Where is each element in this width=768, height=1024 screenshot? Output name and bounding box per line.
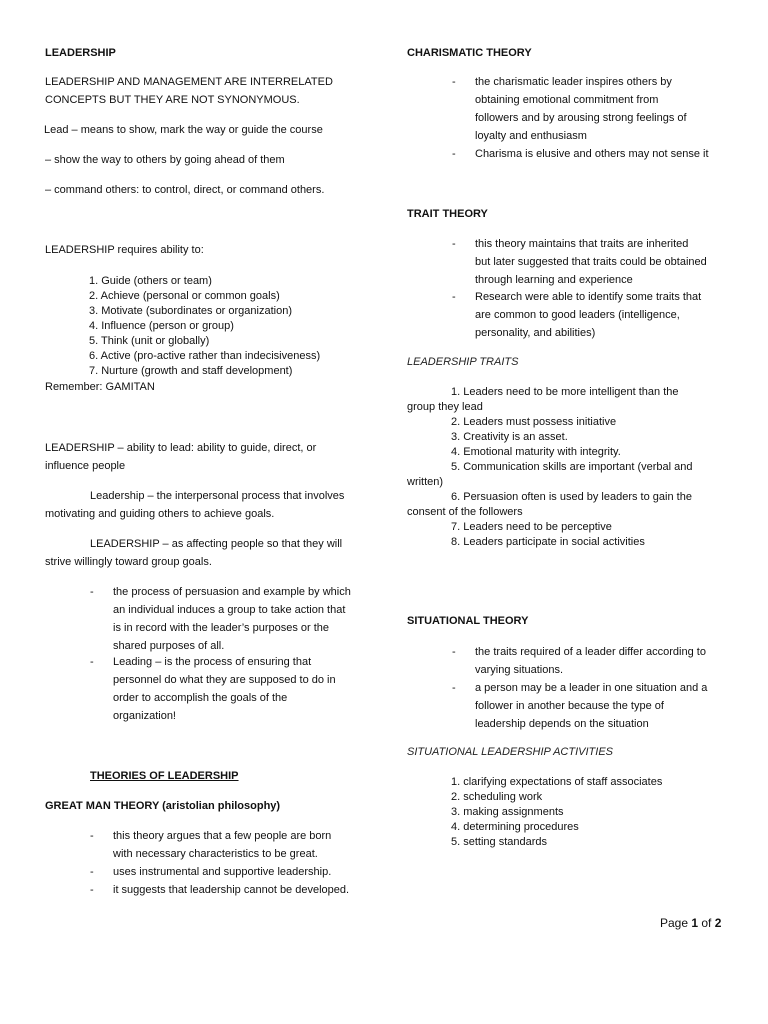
bullet-dash: -: [452, 291, 456, 303]
bullet-line: Research were able to identify some traits that: [475, 291, 702, 303]
remember-note: Remember: GAMITAN: [45, 381, 155, 393]
situational-heading: SITUATIONAL THEORY: [407, 615, 529, 627]
great-man-subtitle: (aristolian philosophy): [159, 800, 281, 812]
definition-1-line-2: influence people: [45, 460, 126, 472]
bullet-line: with necessary characteristics to be great.: [113, 848, 318, 860]
list-item: 2. Achieve (personal or common goals): [89, 290, 280, 302]
list-item: [407, 430, 693, 445]
requires-ability: LEADERSHIP requires ability to:: [45, 244, 204, 256]
bullet-line: is in record with the leader’s purposes or the: [113, 622, 330, 634]
bullet-line: the traits required of a leader differ according to: [475, 646, 706, 658]
bullet-dash: -: [90, 586, 94, 598]
bullet-line: an individual induces a group to take action that: [113, 604, 346, 616]
bullet-line: Charisma is elusive and others may not sense it: [475, 148, 709, 160]
bullet-line: it suggests that leadership cannot be developed.: [113, 884, 350, 896]
bullet-line: this theory argues that a few people are born: [113, 830, 332, 842]
intro-line-1: LEADERSHIP AND MANAGEMENT ARE INTERRELATED: [45, 76, 333, 88]
definition-2-line-2: motivating and guiding others to achieve goals.: [45, 508, 275, 520]
list-item: [407, 535, 693, 550]
traits-heading: LEADERSHIP TRAITS: [407, 356, 519, 368]
list-item-continuation: group they lead: [407, 401, 483, 413]
list-item-text: 4. Emotional maturity with integrity.: [451, 446, 621, 458]
intro-line-2: CONCEPTS BUT THEY ARE NOT SYNONYMOUS.: [45, 94, 300, 106]
bullet-line: loyalty and enthusiasm: [475, 130, 587, 142]
bullet-line: organization!: [113, 710, 176, 722]
great-man-heading-line: [45, 797, 280, 815]
list-item: [407, 445, 693, 460]
bullet-dash: -: [452, 148, 456, 160]
definition-3-line-1: LEADERSHIP – as affecting people so that they will: [90, 538, 343, 550]
list-item: 3. making assignments: [451, 806, 564, 818]
bullet-line: are common to good leaders (intelligence,: [475, 309, 680, 321]
list-item: 5. setting standards: [451, 836, 548, 848]
bullet-dash: -: [452, 646, 456, 658]
bullet-line: but later suggested that traits could be obtained: [475, 256, 707, 268]
bullet-dash: -: [452, 682, 456, 694]
bullet-line: obtaining emotional commitment from: [475, 94, 659, 106]
definition-1-line-1: LEADERSHIP – ability to lead: ability to guide, direct, or: [45, 442, 317, 454]
list-item: 3. Motivate (subordinates or organization): [89, 305, 292, 317]
list-item: [407, 385, 693, 415]
bullet-dash: -: [90, 830, 94, 842]
bullet-line: this theory maintains that traits are inherited: [475, 238, 689, 250]
list-item-text: 7. Leaders need to be perceptive: [451, 521, 612, 533]
list-item: [407, 520, 693, 535]
total-pages: 2: [714, 916, 722, 930]
theories-heading: THEORIES OF LEADERSHIP: [90, 770, 239, 782]
abilities-list: [89, 274, 320, 379]
bullet-line: varying situations.: [475, 664, 564, 676]
list-item-text: 3. Creativity is an asset.: [451, 431, 568, 443]
activities-list: [451, 775, 662, 850]
list-item: 7. Nurture (growth and staff development): [89, 365, 293, 377]
bullet-line: a person may be a leader in one situation and a: [475, 682, 708, 694]
bullet-line: follower in another because the type of: [475, 700, 664, 712]
lead-definition: Lead – means to show, mark the way or guide the course: [44, 124, 323, 136]
list-item: 2. scheduling work: [451, 791, 543, 803]
bullet-dash: -: [452, 238, 456, 250]
list-item: 4. Influence (person or group): [89, 320, 234, 332]
bullet-line: order to accomplish the goals of the: [113, 692, 288, 704]
bullet-dash: -: [90, 884, 94, 896]
great-man-heading: GREAT MAN THEORY: [45, 800, 160, 812]
bullet-line: the charismatic leader inspires others by: [475, 76, 672, 88]
list-item: 1. clarifying expectations of staff associates: [451, 776, 663, 788]
list-item: 5. Think (unit or globally): [89, 335, 210, 347]
charismatic-heading: CHARISMATIC THEORY: [407, 47, 532, 59]
bullet-dash: -: [452, 76, 456, 88]
bullet-line: shared purposes of all.: [113, 640, 225, 652]
page-label: Page: [660, 916, 692, 930]
trait-heading: TRAIT THEORY: [407, 208, 488, 220]
bullet-line: through learning and experience: [475, 274, 633, 286]
of-label: of: [698, 916, 715, 930]
lead-command: – command others: to control, direct, or command others.: [45, 184, 325, 196]
bullet-line: personality, and abilities): [475, 327, 596, 339]
lead-show: – show the way to others by going ahead of them: [45, 154, 285, 166]
activities-heading: SITUATIONAL LEADERSHIP ACTIVITIES: [407, 746, 613, 758]
list-item: 4. determining procedures: [451, 821, 579, 833]
bullet-line: personnel do what they are supposed to do in: [113, 674, 336, 686]
list-item-text: 5. Communication skills are important (verbal and: [451, 461, 693, 473]
bullet-line: followers and by arousing strong feelings of: [475, 112, 687, 124]
list-item-continuation: consent of the followers: [407, 506, 523, 518]
definition-2-line-1: Leadership – the interpersonal process that involves: [90, 490, 345, 502]
bullet-line: leadership depends on the situation: [475, 718, 649, 730]
list-item-text: 2. Leaders must possess initiative: [451, 416, 617, 428]
traits-list: [407, 385, 693, 550]
list-item: [407, 460, 693, 490]
list-item: 1. Guide (others or team): [89, 275, 212, 287]
list-item-text: 1. Leaders need to be more intelligent than the: [451, 386, 679, 398]
leadership-heading: LEADERSHIP: [45, 47, 116, 59]
bullet-line: Leading – is the process of ensuring that: [113, 656, 312, 668]
list-item-text: 6. Persuasion often is used by leaders to gain the: [451, 491, 692, 503]
list-item: [407, 415, 693, 430]
bullet-dash: -: [90, 656, 94, 668]
bullet-dash: -: [90, 866, 94, 878]
list-item-continuation: written): [407, 476, 444, 488]
bullet-line: uses instrumental and supportive leadership.: [113, 866, 332, 878]
page-number: [660, 916, 721, 930]
list-item-text: 8. Leaders participate in social activities: [451, 536, 645, 548]
list-item: 6. Active (pro-active rather than indecisiveness): [89, 350, 321, 362]
list-item: [407, 490, 693, 520]
bullet-line: the process of persuasion and example by which: [113, 586, 351, 598]
current-page: 1: [691, 916, 699, 930]
definition-3-line-2: strive willingly toward group goals.: [45, 556, 212, 568]
